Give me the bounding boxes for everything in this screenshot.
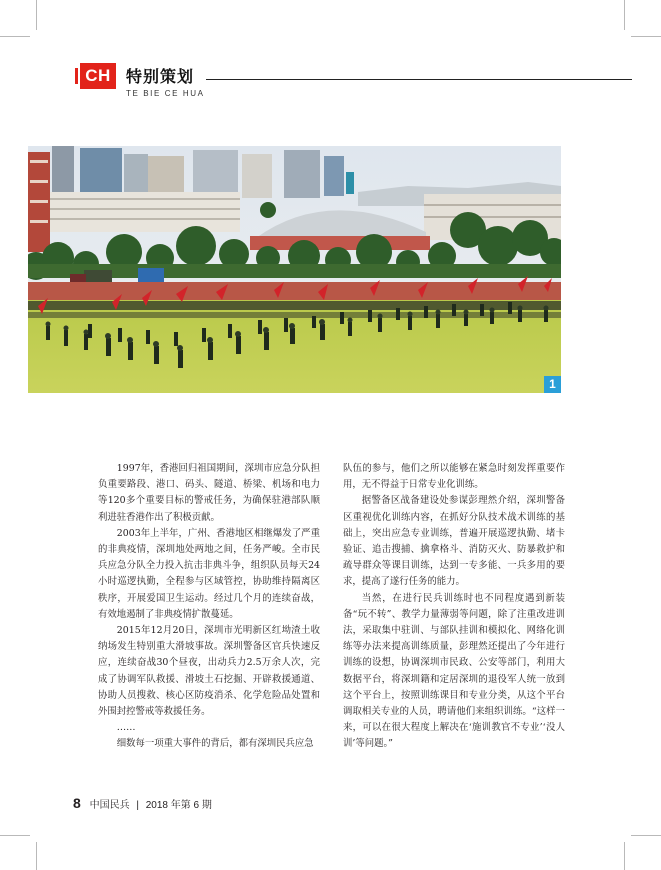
footer-separator: | xyxy=(136,800,139,811)
ellipsis-paragraph: …… xyxy=(116,722,136,734)
crop-mark xyxy=(624,0,625,30)
paragraph: 队伍的参与，他们之所以能够在紧急时刻发挥重要作用，无不得益于日常专业化训练。 xyxy=(343,463,565,491)
photo-number-badge: 1 xyxy=(544,376,561,393)
crop-mark xyxy=(631,36,661,37)
section-title: 特别策划 xyxy=(126,67,195,86)
crop-mark xyxy=(0,36,30,37)
page-footer xyxy=(73,795,212,811)
badge-accent xyxy=(75,68,78,84)
paragraph: 细数每一项重大事件的背后，都有深圳民兵应急 xyxy=(116,738,314,750)
issue-label: 2018 年第 6 期 xyxy=(145,800,212,811)
paragraph: 据警备区战备建设处参谋彭理然介绍，深圳警备区重视优化训练内容，在抓好分队技术战术训练的基础上，突出应急专业训练，普遍开展巡逻执勤、堵卡验证、追击搜捕、擒拿格斗、消防灭火、防暴救护和疏导群众等课目训练，达到一专多能、一兵多用的要求，提高了遂行任务的能力。 xyxy=(343,495,565,588)
crop-mark xyxy=(0,835,30,836)
magazine-name: 中国民兵 xyxy=(89,800,130,811)
crop-mark xyxy=(624,842,625,870)
page-number: 8 xyxy=(73,795,81,811)
paragraph: 2003年上半年，广州、香港地区相继爆发了严重的非典疫情，深圳地处两地之间，任务严峻。全市民兵应急分队全力投入抗击非典斗争，组织队员每天24小时巡逻执勤，全程参与区域管控，协助维持隔离区秩序，开展爱国卫生运动。经过几个月的连续奋战，有效地遏制了非典疫情扩散蔓延。 xyxy=(98,527,320,620)
parade-photo xyxy=(28,146,561,393)
article-column-right xyxy=(343,461,565,753)
section-subtitle: TE BIE CE HUA xyxy=(126,89,205,98)
paragraph: 1997年，香港回归祖国期间，深圳市应急分队担负重要路段、港口、码头、隧道、桥梁、机场和电力等120多个重要目标的警戒任务，为确保驻港部队顺利进驻香港作出了积极贡献。 xyxy=(98,463,320,523)
crop-mark xyxy=(36,842,37,870)
section-code: CH xyxy=(80,63,116,89)
section-badge xyxy=(80,63,120,89)
header-rule xyxy=(206,79,632,80)
paragraph: 2015年12月20日，深圳市光明新区红坳渣土收纳场发生特别重大滑坡事故。深圳警备区官兵快速反应，连续奋战30个昼夜，出动兵力2.5万余人次，完成了协调军队救援、滑坡土石挖掘、开辟救援通道、协助人员搜救、核心区防疫消杀、化学危险品处置和外围封控警戒等救援任务。 xyxy=(98,625,320,718)
crop-mark xyxy=(631,835,661,836)
paragraph: 当然，在进行民兵训练时也不同程度遇到新装备“玩不转”、教学力量薄弱等问题，除了注重改进训法，采取集中驻训、与部队挂训和模拟化、网络化训练等办法来提高训练质量，彭理然还提出了今年进行训练的设想，协调深圳市民政、公安等部门，利用大数据平台，将深圳籍和定居深圳的退役军人统一放到这个平台上，按照训练课目和专业分类，从这个平台调取相关专业的人员，聘请他们来组织训练。“这样一来，可以在很大程度上解决在‘施训教官不专业’‘没人训’等问题。” xyxy=(343,592,565,750)
article-column-left xyxy=(98,461,320,753)
crop-mark xyxy=(36,0,37,30)
